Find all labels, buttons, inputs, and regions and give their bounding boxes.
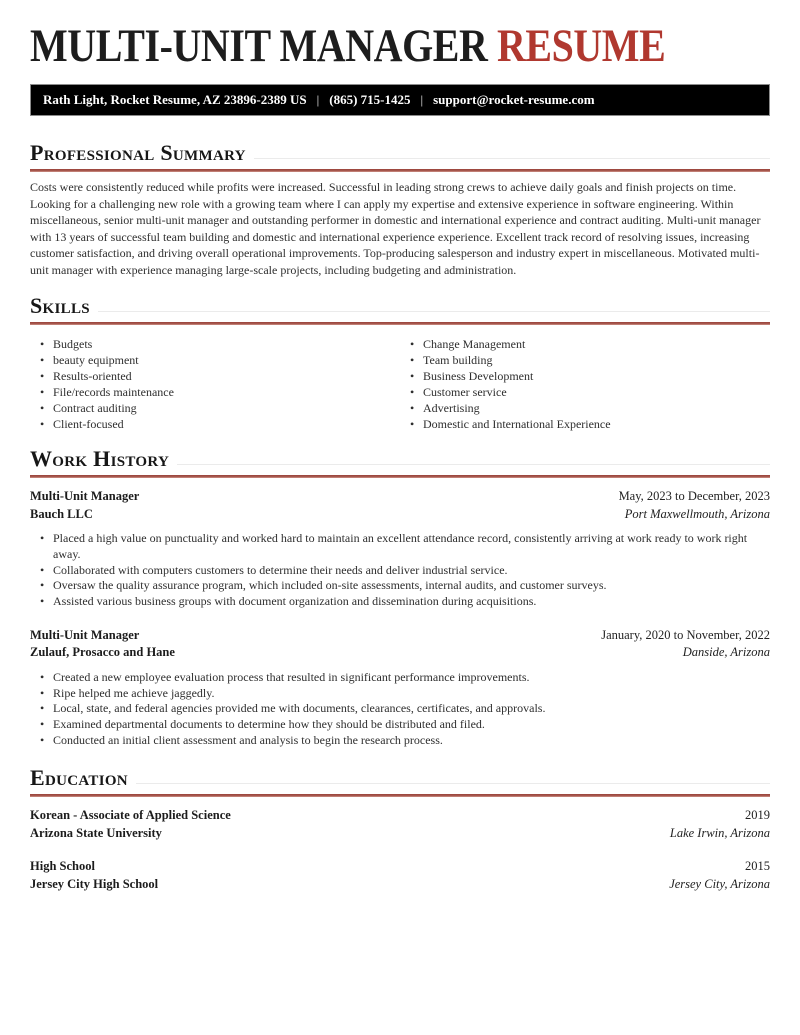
job-company: Zulauf, Prosacco and Hane	[30, 645, 175, 660]
education-school-row	[30, 825, 770, 843]
heading-tail-line	[98, 311, 770, 312]
job-bullet: • Local, state, and federal agencies provided me with documents, clearances, certificates, and approvals.	[30, 701, 770, 717]
education-school: Arizona State University	[30, 825, 162, 840]
job-bullet: • Conducted an initial client assessment and analysis to begin the research process.	[30, 733, 770, 749]
section-work-history	[30, 447, 770, 748]
contact-email: support@rocket-resume.com	[433, 92, 595, 107]
header	[30, 0, 770, 70]
job-bullet: • Oversaw the quality assurance program, which included on-site assessments, internal audits, and customer surveys.	[30, 578, 770, 594]
skills-columns	[30, 336, 770, 432]
section-heading-row	[30, 447, 770, 470]
skill-item: • Change Management	[400, 336, 770, 352]
job-bullet: • Examined departmental documents to determine how they should be distributed and filed.	[30, 717, 770, 733]
job-title-row	[30, 488, 770, 506]
skill-item: • Customer service	[400, 384, 770, 400]
job-entry	[30, 627, 770, 749]
contact-name-address: Rath Light, Rocket Resume, AZ 23896-2389 US	[43, 92, 307, 107]
job-title-row	[30, 627, 770, 645]
section-rule	[30, 169, 770, 172]
section-professional-summary	[30, 141, 770, 278]
page-title	[30, 20, 666, 72]
skill-item: • Team building	[400, 352, 770, 368]
section-rule	[30, 322, 770, 325]
education-entry	[30, 858, 770, 893]
section-heading-row	[30, 141, 770, 164]
job-bullet: • Ripe helped me achieve jaggedly.	[30, 686, 770, 702]
job-company-row	[30, 506, 770, 524]
skill-item: • Domestic and International Experience	[400, 416, 770, 432]
contact-separator: |	[316, 92, 320, 107]
skill-item: • Client-focused	[30, 416, 400, 432]
job-bullet-list	[30, 531, 770, 610]
contact-phone: (865) 715-1425	[329, 92, 411, 107]
professional-summary-heading: Professional Summary	[30, 140, 246, 165]
education-heading: Education	[30, 765, 128, 791]
skill-item: • Budgets	[30, 336, 400, 352]
skill-item: • Results-oriented	[30, 368, 400, 384]
job-title: Multi-Unit Manager	[30, 627, 140, 642]
job-company-row	[30, 644, 770, 662]
job-location: Danside, Arizona	[682, 645, 770, 660]
job-entry	[30, 488, 770, 610]
job-location: Port Maxwellmouth, Arizona	[624, 506, 770, 521]
education-school: Jersey City High School	[30, 876, 159, 891]
summary-text: Costs were consistently reduced while profits were increased. Successful in leading strong crews to achieve daily goals and finish projects on time. Looking for a challenging new role with a growing team where I can apply my expertise and extensive experience in software engineering. Within miscellaneous, senior multi-unit manager and outstanding performer in domestic and international experience and contract auditing. Multi-unit manager with 13 years of successful team building and domestic and international experience experience. Excellent track record of resolving issues, increasing customer satisfaction, and driving overall operational improvements. Top-producing salesperson and industry expert in miscellaneous. Motivated multi-unit manager with experience managing large-scale projects, including budgeting and administration.	[30, 180, 761, 277]
heading-tail-line	[136, 783, 770, 784]
section-skills	[30, 294, 770, 432]
section-rule	[30, 475, 770, 478]
section-heading-row	[30, 294, 770, 317]
education-location: Lake Irwin, Arizona	[669, 825, 770, 840]
contact-separator: |	[420, 92, 424, 107]
skills-column-left	[30, 336, 400, 432]
skill-item: • Business Development	[400, 368, 770, 384]
education-degree: High School	[30, 859, 95, 874]
section-rule	[30, 794, 770, 797]
job-bullet: • Created a new employee evaluation process that resulted in significant performance improvements.	[30, 670, 770, 686]
job-title: Multi-Unit Manager	[30, 489, 140, 504]
title-resume-text: RESUME	[496, 20, 666, 72]
skill-item: • Contract auditing	[30, 400, 400, 416]
education-location: Jersey City, Arizona	[669, 876, 770, 891]
skills-heading: Skills	[30, 293, 90, 319]
job-bullet-list	[30, 670, 770, 749]
work-history-heading: Work History	[30, 446, 170, 472]
job-dates: January, 2020 to November, 2022	[601, 627, 770, 642]
skill-item: • beauty equipment	[30, 352, 400, 368]
title-role-text: MULTI-UNIT MANAGER	[30, 20, 488, 72]
education-year: 2019	[745, 808, 770, 823]
job-bullet: • Placed a high value on punctuality and worked hard to maintain an excellent attendance record, consistently arriving at work ready to work right away.	[30, 531, 770, 562]
heading-tail-line	[177, 464, 770, 465]
education-degree: Korean - Associate of Applied Science	[30, 808, 231, 823]
section-heading-row	[30, 766, 770, 789]
education-year: 2015	[745, 859, 770, 874]
job-company: Bauch LLC	[30, 506, 93, 521]
heading-tail-line	[254, 158, 770, 159]
education-degree-row	[30, 858, 770, 876]
section-education	[30, 766, 770, 893]
skill-item: • File/records maintenance	[30, 384, 400, 400]
education-entry	[30, 807, 770, 842]
job-bullet: • Assisted various business groups with document organization and dissemination during acquisitions.	[30, 594, 770, 610]
skill-item: • Advertising	[400, 400, 770, 416]
education-school-row	[30, 876, 770, 894]
job-dates: May, 2023 to December, 2023	[618, 489, 770, 504]
education-degree-row	[30, 807, 770, 825]
skills-column-right	[400, 336, 770, 432]
contact-bar	[30, 84, 770, 116]
job-bullet: • Collaborated with computers customers to determine their needs and deliver industrial service.	[30, 563, 770, 579]
